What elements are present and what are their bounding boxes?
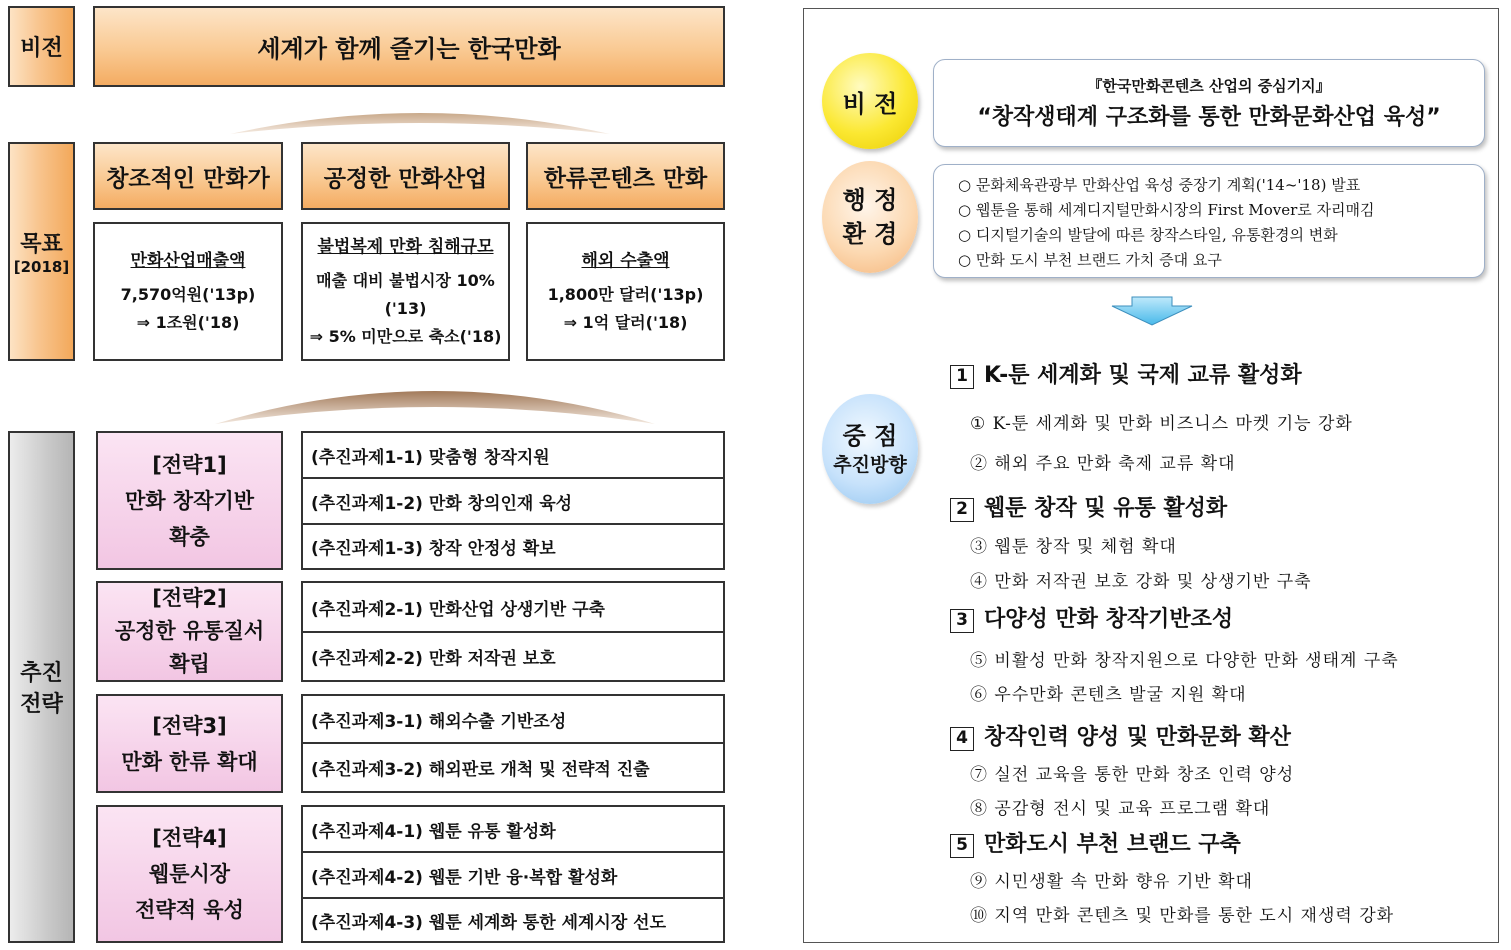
goal-header-2 [301, 142, 510, 210]
strategy-4-tag: [전략4] [152, 826, 227, 850]
env-item-1: ○ 문화체육관광부 만화산업 육성 중장기 계획('14~'18) 발표 [958, 176, 1361, 194]
task-4-1: (추진과제4-1) 웹툰 유통 활성화 [301, 805, 725, 853]
direction-1-num: 1 [950, 365, 974, 389]
strategy-2-line2: 확립 [169, 652, 210, 676]
goal-label-text: 목표 [20, 232, 63, 257]
direction-3-text: 다양성 만화 창작기반조성 [984, 607, 1234, 632]
task-2-1: (추진과제2-1) 만화산업 상생기반 구축 [301, 581, 725, 633]
strategy-1-line1: 만화 창작기반 [124, 488, 255, 513]
focus-circle [822, 394, 918, 504]
vision-circle-text: 비 전 [842, 89, 898, 118]
up-arrow-2 [205, 364, 665, 426]
direction-3-item-1: ⑤ 비활성 만화 창작지원으로 다양한 만화 생태계 구축 [970, 651, 1399, 671]
direction-5-item-1: ⑨ 시민생활 속 만화 향유 기반 확대 [970, 872, 1253, 892]
strategy-1-line2: 확충 [169, 524, 210, 549]
goal-metric-1: 만화산업매출액 [130, 251, 246, 271]
strategy-label [8, 431, 75, 943]
goal-line-1a: 7,570억원('13p) [120, 285, 256, 304]
goal-title-3: 한류콘텐츠 만화 [543, 165, 708, 192]
direction-2-item-2: ④ 만화 저작권 보호 강화 및 상생기반 구축 [970, 572, 1312, 592]
goal-line-2a: 매출 대비 불법시장 10%('13) [316, 271, 495, 318]
strategy-2-line1: 공정한 유통질서 [114, 619, 265, 643]
direction-2-title [950, 491, 1227, 522]
strategy-1-tag: [전략1] [152, 452, 227, 477]
strategy-4 [96, 805, 283, 943]
strategy-1 [96, 431, 283, 570]
env-circle-text-1: 행 정 [842, 186, 898, 214]
direction-4-text: 창작인력 양성 및 만화문화 확산 [984, 725, 1291, 750]
strategy-2-tag: [전략2] [152, 586, 227, 610]
direction-4-num: 4 [950, 727, 974, 751]
task-3-2: (추진과제3-2) 해외판로 개척 및 전략적 진출 [301, 742, 725, 793]
strategy-label-2: 전략 [20, 692, 63, 717]
goal-line-3a: 1,800만 달러('13p) [547, 285, 704, 304]
vision-text: 세계가 함께 즐기는 한국만화 [257, 35, 561, 63]
env-circle-text-2: 환 경 [842, 220, 898, 248]
strategy-4-line1: 웹툰시장 [148, 862, 231, 886]
env-circle [822, 161, 918, 273]
task-4-3: (추진과제4-3) 웹툰 세계화 통한 세계시장 선도 [301, 897, 725, 943]
strategy-4-line2: 전략적 육성 [135, 898, 244, 922]
task-1-1: (추진과제1-1) 맞춤형 창작지원 [301, 431, 725, 479]
task-3-1: (추진과제3-1) 해외수출 기반조성 [301, 694, 725, 744]
vision-sub: 『한국만화콘텐츠 산업의 중심기지』 [1087, 77, 1331, 95]
direction-3-title [950, 602, 1233, 633]
env-item-3: ○ 디지털기술의 발달에 따른 창작스타일, 유통환경의 변화 [958, 226, 1338, 244]
goal-title-2: 공정한 만화산업 [323, 165, 488, 192]
env-box [933, 164, 1485, 278]
goal-header-1 [93, 142, 283, 210]
direction-1-text: K-툰 세계화 및 국제 교류 활성화 [984, 363, 1302, 388]
direction-1-title [950, 358, 1302, 389]
direction-2-item-1: ③ 웹툰 창작 및 체험 확대 [970, 537, 1177, 557]
direction-4-item-2: ⑧ 공감형 전시 및 교육 프로그램 확대 [970, 799, 1271, 819]
strategy-3-line1: 만화 한류 확대 [121, 749, 258, 774]
focus-circle-text-2: 추진방향 [833, 454, 907, 476]
env-item-4: ○ 만화 도시 부천 브랜드 가치 증대 요구 [958, 251, 1222, 269]
vision-box [933, 59, 1485, 147]
direction-4-title [950, 720, 1291, 751]
direction-2-num: 2 [950, 498, 974, 522]
strategy-2 [96, 581, 283, 682]
goal-header-3 [526, 142, 725, 210]
goal-metric-3: 해외 수출액 [581, 251, 670, 271]
direction-1-item-2: ② 해외 주요 만화 축제 교류 확대 [970, 454, 1236, 474]
task-1-3: (추진과제1-3) 창작 안정성 확보 [301, 523, 725, 570]
goal-line-2b: ⇒ 5% 미만으로 축소('18) [309, 327, 502, 346]
goal-label [8, 142, 75, 361]
vision-main: “창작생태계 구조화를 통한 만화문화산업 육성” [977, 105, 1441, 130]
goal-metric-2: 불법복제 만화 침해규모 [317, 237, 494, 257]
goal-line-1b: ⇒ 1조원('18) [136, 313, 240, 332]
task-4-2: (추진과제4-2) 웹툰 기반 융·복합 활성화 [301, 851, 725, 899]
strategy-3-tag: [전략3] [152, 713, 227, 738]
strategy-3 [96, 694, 283, 793]
direction-3-item-2: ⑥ 우수만화 콘텐츠 발굴 지원 확대 [970, 685, 1247, 705]
vision-banner [93, 6, 725, 87]
goal-year: [2018] [13, 258, 70, 276]
task-1-2: (추진과제1-2) 만화 창의인재 육성 [301, 477, 725, 525]
up-arrow-1 [220, 94, 620, 136]
direction-2-text: 웹툰 창작 및 유통 활성화 [984, 496, 1228, 521]
strategy-label-1: 추진 [20, 661, 63, 686]
direction-3-num: 3 [950, 609, 974, 633]
goal-title-1: 창조적인 만화가 [106, 165, 270, 192]
direction-5-item-2: ⑩ 지역 만화 콘텐츠 및 만화를 통한 도시 재생력 강화 [970, 906, 1395, 926]
direction-5-num: 5 [950, 834, 974, 858]
down-arrow [1110, 296, 1194, 326]
goal-detail-3 [526, 222, 725, 361]
env-item-2: ○ 웹툰을 통해 세계디지털만화시장의 First Mover로 자리매김 [958, 201, 1375, 219]
task-2-2: (추진과제2-2) 만화 저작권 보호 [301, 631, 725, 682]
direction-5-title [950, 827, 1241, 858]
direction-5-text: 만화도시 부천 브랜드 구축 [984, 832, 1241, 857]
right-diagram [803, 8, 1499, 943]
direction-4-item-1: ⑦ 실전 교육을 통한 만화 창조 인력 양성 [970, 765, 1295, 785]
direction-1-item-1: ① K-툰 세계화 및 만화 비즈니스 마켓 기능 강화 [970, 414, 1353, 434]
goal-line-3b: ⇒ 1억 달러('18) [563, 313, 688, 332]
goal-detail-2 [301, 222, 510, 361]
vision-label: 비전 [8, 6, 75, 87]
focus-circle-text-1: 중 점 [842, 422, 898, 450]
vision-circle [822, 53, 918, 149]
goal-detail-1 [93, 222, 283, 361]
